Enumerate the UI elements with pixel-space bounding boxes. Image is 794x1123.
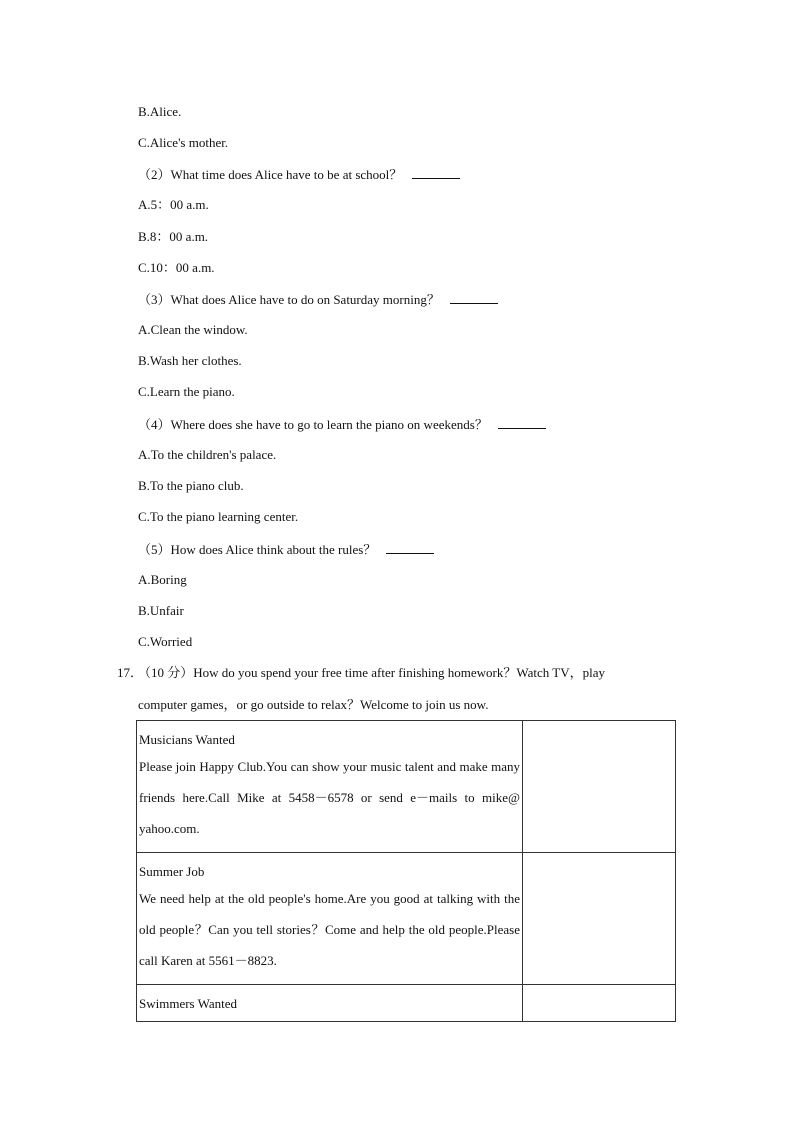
answer-blank[interactable] bbox=[386, 541, 434, 554]
ad-cell bbox=[137, 985, 523, 1022]
question-2-text: （2）What time does Alice have to be at school？ bbox=[138, 167, 403, 182]
question-3-stem bbox=[138, 291, 498, 308]
question-5-option-a: A.Boring bbox=[138, 572, 187, 587]
question-2-stem bbox=[138, 166, 460, 183]
ads-table bbox=[136, 720, 676, 1022]
ad-cell bbox=[137, 721, 523, 853]
answer-blank[interactable] bbox=[412, 166, 460, 179]
question-5-stem bbox=[138, 541, 434, 558]
answer-blank[interactable] bbox=[450, 291, 498, 304]
answer-cell[interactable] bbox=[523, 853, 676, 985]
ad-title: Summer Job bbox=[139, 864, 205, 879]
answer-blank[interactable] bbox=[498, 416, 546, 429]
question-3-option-a: A.Clean the window. bbox=[138, 322, 248, 337]
answer-cell[interactable] bbox=[523, 721, 676, 853]
ad-cell bbox=[137, 853, 523, 985]
ad-body: We need help at the old people's home.Are you good at talking with the old people？Can you tell stories？Come and help the old people.Please call Karen at 5561－8823. bbox=[139, 891, 520, 968]
question-4-option-a: A.To the children's palace. bbox=[138, 447, 277, 462]
question-17-number: 17． bbox=[117, 665, 144, 680]
question-2-option-c: C.10：00 a.m. bbox=[138, 260, 215, 275]
question-17-line-1: （10 分）How do you spend your free time after finishing homework？Watch TV，play bbox=[138, 665, 605, 680]
option-c-prev: C.Alice's mother. bbox=[138, 135, 229, 150]
ad-title: Swimmers Wanted bbox=[139, 996, 238, 1011]
question-3-option-b: B.Wash her clothes. bbox=[138, 353, 242, 368]
question-2-option-a: A.5：00 a.m. bbox=[138, 197, 209, 212]
question-3-option-c: C.Learn the piano. bbox=[138, 384, 235, 399]
question-4-text: （4）Where does she have to go to learn the piano on weekends？ bbox=[138, 417, 488, 432]
answer-cell[interactable] bbox=[523, 985, 676, 1022]
question-5-text: （5）How does Alice think about the rules？ bbox=[138, 542, 377, 557]
ad-body: Please join Happy Club.You can show your music talent and make many friends here.Call Mike at 5458－6578 or send e－mails to mike@ yahoo.com. bbox=[139, 759, 520, 836]
ad-title: Musicians Wanted bbox=[139, 732, 235, 747]
question-17-line-2: computer games，or go outside to relax？Welcome to join us now. bbox=[138, 697, 489, 712]
table-row bbox=[137, 721, 676, 853]
question-4-option-b: B.To the piano club. bbox=[138, 478, 244, 493]
option-b-prev: B.Alice. bbox=[138, 104, 182, 119]
table-row bbox=[137, 853, 676, 985]
question-3-text: （3）What does Alice have to do on Saturday morning？ bbox=[138, 292, 440, 307]
question-5-option-b: B.Unfair bbox=[138, 603, 184, 618]
question-4-stem bbox=[138, 416, 546, 433]
question-4-option-c: C.To the piano learning center. bbox=[138, 509, 299, 524]
question-2-option-b: B.8：00 a.m. bbox=[138, 229, 209, 244]
table-row bbox=[137, 985, 676, 1022]
question-5-option-c: C.Worried bbox=[138, 634, 193, 649]
